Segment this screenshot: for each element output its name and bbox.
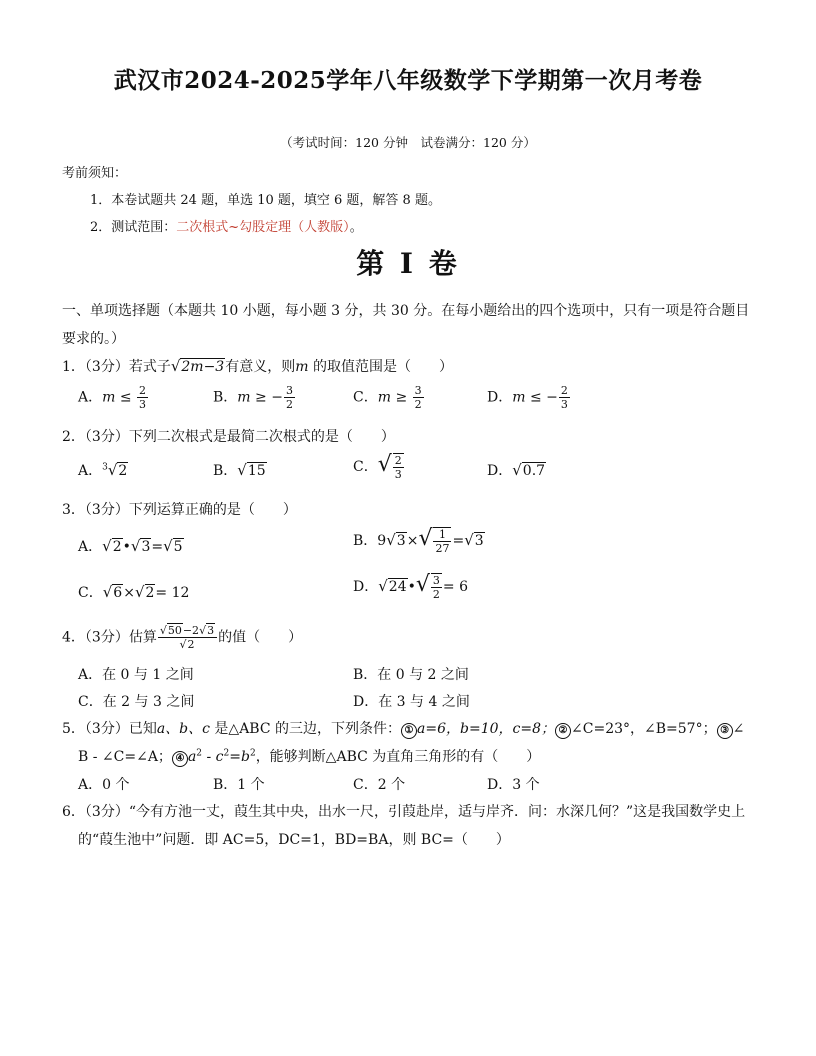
q4-option-b[interactable]: B．在 0 与 2 之间	[353, 667, 469, 683]
sqrt-expression: √2	[102, 537, 122, 555]
fraction	[431, 573, 442, 601]
sqrt-expression: √0.7	[512, 461, 546, 479]
radicand: 3	[474, 533, 484, 549]
q1-option-c[interactable]	[353, 384, 425, 411]
option-label: C．	[78, 585, 103, 601]
q4-option-c[interactable]: C．在 2 与 3 之间	[78, 694, 195, 710]
var-b: =b	[229, 749, 250, 765]
q5-tail: ，能够判断△ABC 为直角三角形的有（ ）	[255, 749, 541, 765]
sqrt-expression: √5	[163, 537, 183, 555]
fraction	[158, 624, 217, 651]
notice-item-2-prefix: 2．测试范围：	[90, 220, 177, 235]
option-label: C．	[353, 389, 378, 406]
denominator	[158, 638, 217, 651]
sqrt-expression: √2	[179, 638, 195, 651]
denominator: 3	[560, 398, 568, 411]
question-2-stem: 2．（3分）下列二次根式是最简二次根式的是（ ）	[62, 429, 395, 445]
radicand: 2	[112, 539, 122, 555]
exponent: 2	[249, 748, 256, 759]
numerator: 2	[139, 384, 147, 397]
q2-option-d[interactable]	[487, 460, 546, 480]
q5-sides: a、b、c	[156, 721, 210, 737]
numerator: 3	[432, 574, 440, 587]
q5-option-c[interactable]: C．2 个	[353, 777, 406, 793]
part1-heading-line2: 要求的。）	[62, 331, 125, 347]
fraction	[284, 384, 295, 411]
question-5-line2	[78, 746, 540, 767]
radicand: 2	[187, 638, 195, 651]
notice-item-2	[90, 216, 363, 235]
numerator: 1	[433, 528, 451, 542]
sqrt-expression: √3	[386, 531, 406, 549]
q4-option-d[interactable]: D．在 3 与 4 之间	[353, 694, 470, 710]
exponent: 2	[223, 748, 230, 759]
sqrt-expression: √3	[130, 537, 151, 555]
root-index: 3	[102, 462, 108, 473]
numerator	[158, 624, 217, 638]
fraction	[559, 384, 570, 411]
equals: = 6	[442, 579, 469, 595]
radicand: 0.7	[522, 463, 546, 479]
exam-info: （考试时间：120 分钟 试卷满分：120 分）	[280, 135, 536, 150]
q5-option-b[interactable]: B．1 个	[213, 777, 265, 793]
fraction	[413, 384, 424, 411]
condition-3-end: B - ∠C=∠A；	[78, 749, 172, 765]
radicand: 2	[145, 585, 155, 601]
notice-heading: 考前须知：	[62, 166, 128, 181]
page-title: 武汉市2024-2025学年八年级数学下学期第一次月考卷	[113, 67, 703, 94]
option-expr: m ≥	[377, 389, 412, 406]
option-label: D．	[353, 579, 379, 595]
option-label: B．	[213, 463, 238, 479]
numerator: 2	[394, 454, 402, 467]
numerator: 3	[285, 384, 293, 397]
condition-2: ∠C=23°，∠B=57°；	[571, 721, 717, 737]
radicand: 50	[167, 624, 182, 637]
notice-item-2-suffix: 。	[349, 220, 363, 235]
radicand: 3	[207, 624, 215, 637]
q1-option-b[interactable]	[213, 384, 296, 411]
option-label: B．	[353, 533, 378, 549]
q1-option-d[interactable]	[487, 384, 571, 411]
equals: = 12	[155, 585, 190, 601]
var-c: - c	[202, 749, 224, 765]
q5-option-d[interactable]: D．3 个	[487, 777, 540, 793]
q3-option-d[interactable]	[353, 572, 468, 601]
q4-option-a[interactable]: A．在 0 与 1 之间	[78, 667, 194, 683]
question-3-stem: 3．（3分）下列运算正确的是（ ）	[62, 502, 297, 518]
fraction	[137, 384, 148, 411]
radicand: 5	[173, 539, 183, 555]
condition-number: ②	[555, 723, 571, 739]
condition-number: ③	[717, 723, 733, 739]
radicand: 24	[388, 579, 407, 595]
denominator: 27	[435, 542, 450, 555]
q1-radicand: 2m−3	[181, 359, 225, 375]
radicand: 2	[118, 463, 128, 479]
q1-option-a[interactable]	[78, 384, 149, 411]
condition-1: a=6，b=10，c=8；	[417, 721, 556, 737]
fraction	[433, 527, 451, 555]
question-6-line2: 的“葭生池中”问题．即 AC=5，DC=1，BD=BA，则 BC=（ ）	[78, 832, 510, 848]
denominator: 2	[432, 588, 440, 601]
denominator: 3	[139, 398, 147, 411]
option-label: A．	[78, 539, 103, 555]
operator: ×	[123, 585, 135, 601]
radicand: 15	[247, 463, 266, 479]
numerator: 2	[560, 384, 568, 397]
option-label: D．	[487, 389, 513, 406]
sqrt-expression: √3	[199, 624, 215, 637]
sqrt-expression: √ $\frac{3}{2}$	[415, 572, 440, 601]
q1-prefix: 1．（3分）若式子	[62, 359, 171, 375]
q2-option-a[interactable]	[78, 460, 128, 480]
q1-variable: m	[295, 359, 309, 375]
numerator: 3	[414, 384, 422, 397]
var-a: a	[187, 749, 197, 765]
exponent: 2	[196, 748, 203, 759]
q3-option-b[interactable]	[353, 526, 485, 555]
section-title: 第 I 卷	[356, 247, 460, 280]
radicand: 3	[141, 539, 151, 555]
option-label: D．	[487, 463, 513, 479]
equals: =	[151, 539, 164, 555]
q2-option-c[interactable]	[353, 452, 405, 481]
option-label: A．	[78, 389, 103, 406]
q5-prefix: 5．（3分）已知	[62, 721, 157, 737]
sqrt-expression: √24	[378, 577, 407, 595]
fraction	[393, 453, 404, 481]
question-6-line1: 6．（3分）“今有方池一丈，葭生其中央，出水一尺，引葭赴岸，适与岸齐．问：水深几何？”这是我国数学史上	[62, 804, 746, 820]
sqrt-expression: √3	[464, 531, 484, 549]
condition-number: ④	[172, 751, 188, 767]
q2-option-b[interactable]	[213, 460, 267, 480]
question-4-stem	[62, 624, 302, 651]
option-label: B．	[213, 389, 238, 406]
condition-3-start: ∠	[732, 721, 745, 737]
sqrt-expression: √15	[237, 461, 266, 479]
question-1-stem	[62, 356, 453, 376]
sqrt-expression: √ $\frac{2}{3}$	[377, 452, 402, 481]
q3-option-c[interactable]	[78, 582, 189, 602]
operator: •	[407, 579, 416, 595]
denominator: 2	[414, 398, 422, 411]
condition-number: ①	[401, 723, 417, 739]
q3-option-a[interactable]	[78, 536, 184, 556]
denominator: 3	[394, 468, 402, 481]
q1-tail: 的取值范围是（ ）	[308, 359, 453, 375]
sqrt-expression: √ $\frac{1}{27}$	[418, 526, 450, 555]
q4-prefix: 4．（3分）估算	[62, 629, 157, 646]
part1-heading-line1: 一、单项选择题（本题共 10 小题，每小题 3 分，共 30 分。在每小题给出的四个选项中，只有一项是符合题目	[62, 303, 750, 319]
option-label: C．	[353, 459, 378, 475]
coefficient: 9	[377, 533, 387, 549]
minus-term: −2	[182, 624, 200, 637]
radicand: 3	[396, 533, 406, 549]
sqrt-expression: √2	[107, 461, 128, 479]
sqrt-expression: √2m−3	[170, 357, 225, 375]
option-label: A．	[78, 463, 103, 479]
denominator: 2	[285, 398, 293, 411]
sqrt-expression: √2	[134, 583, 155, 601]
q1-suffix: 有意义，则	[225, 359, 296, 375]
question-5-line1	[62, 718, 744, 739]
notice-item-1: 1．本卷试题共 24 题，单选 10 题，填空 6 题，解答 8 题。	[90, 193, 441, 208]
radicand: 6	[113, 585, 123, 601]
sqrt-expression: √6	[102, 583, 123, 601]
operator: ×	[406, 533, 419, 549]
option-expr: m ≤ −	[512, 389, 558, 406]
option-expr: m ≤	[102, 389, 137, 406]
q5-text: 是△ABC 的三边，下列条件：	[209, 721, 402, 737]
option-expr: m ≥ −	[237, 389, 283, 406]
test-range: 二次根式~勾股定理（人教版）	[176, 220, 350, 235]
operator: •	[122, 539, 131, 555]
q4-suffix: 的值（ ）	[218, 629, 303, 646]
sqrt-expression: √50	[159, 624, 182, 637]
equals: =	[452, 533, 465, 549]
q5-option-a[interactable]: A．0 个	[78, 777, 130, 793]
